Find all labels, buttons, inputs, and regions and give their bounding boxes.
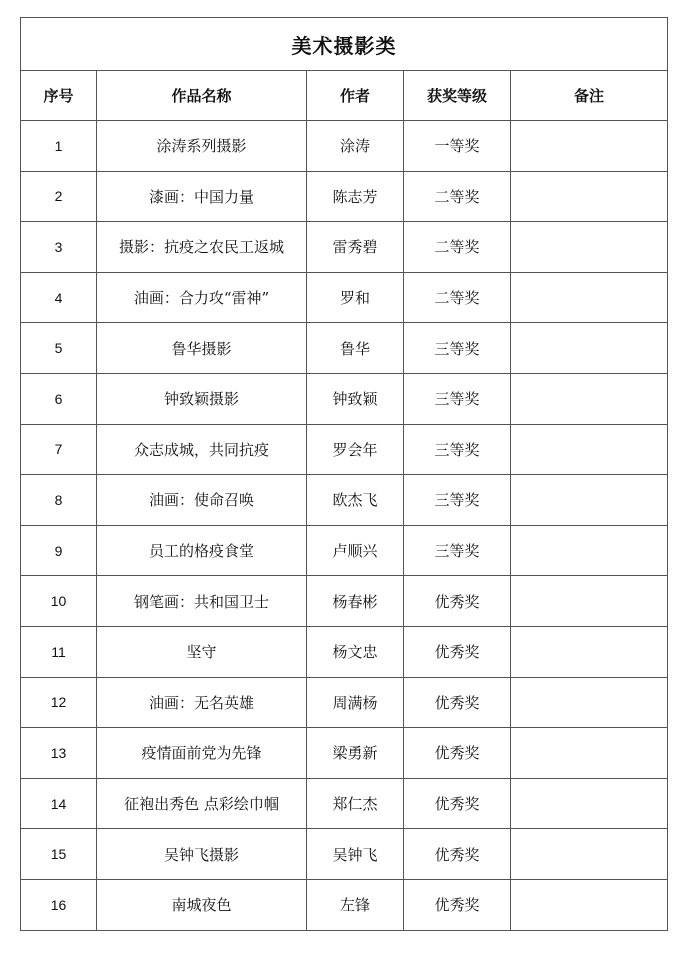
row-author-cell: 欧杰飞 [307, 475, 404, 526]
row-note-cell [511, 778, 668, 829]
row-author-cell: 梁勇新 [307, 728, 404, 779]
table-row [21, 171, 668, 222]
row-index-cell: 15 [21, 829, 97, 880]
table-row [21, 222, 668, 273]
header-author: 作者 [307, 71, 404, 121]
row-note-cell [511, 323, 668, 374]
row-award-cell: 二等奖 [404, 222, 511, 273]
row-note-cell [511, 525, 668, 576]
table-row [21, 728, 668, 779]
row-award-cell: 三等奖 [404, 373, 511, 424]
row-author-cell: 周满杨 [307, 677, 404, 728]
row-work-name-cell: 钢笔画：共和国卫士 [97, 576, 307, 627]
row-work-name-cell: 吴钟飞摄影 [97, 829, 307, 880]
row-author-cell: 杨春彬 [307, 576, 404, 627]
row-index-cell: 8 [21, 475, 97, 526]
row-index-cell: 7 [21, 424, 97, 475]
row-note-cell [511, 121, 668, 172]
row-author-cell: 陈志芳 [307, 171, 404, 222]
table-row [21, 323, 668, 374]
row-note-cell [511, 222, 668, 273]
row-author-cell: 罗和 [307, 272, 404, 323]
row-note-cell [511, 829, 668, 880]
row-work-name-cell: 疫情面前党为先锋 [97, 728, 307, 779]
row-work-name-cell: 摄影：抗疫之农民工返城 [97, 222, 307, 273]
table-row [21, 272, 668, 323]
table-row [21, 424, 668, 475]
row-award-cell: 优秀奖 [404, 728, 511, 779]
row-author-cell: 卢顺兴 [307, 525, 404, 576]
header-index: 序号 [21, 71, 97, 121]
row-work-name-cell: 鲁华摄影 [97, 323, 307, 374]
row-award-cell: 三等奖 [404, 525, 511, 576]
row-index-cell: 3 [21, 222, 97, 273]
table-row [21, 121, 668, 172]
table-title: 美术摄影类 [21, 18, 668, 71]
row-index-cell: 6 [21, 373, 97, 424]
row-author-cell: 涂涛 [307, 121, 404, 172]
row-work-name-cell: 征袍出秀色 点彩绘巾帼 [97, 778, 307, 829]
row-work-name-cell: 员工的格疫食堂 [97, 525, 307, 576]
row-author-cell: 雷秀碧 [307, 222, 404, 273]
row-note-cell [511, 272, 668, 323]
row-author-cell: 左锋 [307, 879, 404, 930]
row-award-cell: 优秀奖 [404, 626, 511, 677]
table-row [21, 829, 668, 880]
row-index-cell: 4 [21, 272, 97, 323]
row-award-cell: 优秀奖 [404, 829, 511, 880]
awards-sheet [20, 17, 667, 931]
row-work-name-cell: 漆画：中国力量 [97, 171, 307, 222]
row-index-cell: 1 [21, 121, 97, 172]
row-award-cell: 三等奖 [404, 323, 511, 374]
row-note-cell [511, 728, 668, 779]
row-award-cell: 优秀奖 [404, 677, 511, 728]
row-award-cell: 优秀奖 [404, 576, 511, 627]
row-note-cell [511, 475, 668, 526]
awards-table [20, 17, 668, 931]
row-award-cell: 一等奖 [404, 121, 511, 172]
row-note-cell [511, 879, 668, 930]
row-work-name-cell: 涂涛系列摄影 [97, 121, 307, 172]
row-award-cell: 二等奖 [404, 171, 511, 222]
row-author-cell: 郑仁杰 [307, 778, 404, 829]
row-award-cell: 优秀奖 [404, 879, 511, 930]
table-row [21, 778, 668, 829]
table-row [21, 525, 668, 576]
header-work-name: 作品名称 [97, 71, 307, 121]
row-index-cell: 14 [21, 778, 97, 829]
row-work-name-cell: 油画：使命召唤 [97, 475, 307, 526]
row-note-cell [511, 424, 668, 475]
header-note: 备注 [511, 71, 668, 121]
row-work-name-cell: 油画：合力攻“雷神” [97, 272, 307, 323]
row-author-cell: 吴钟飞 [307, 829, 404, 880]
row-award-cell: 三等奖 [404, 424, 511, 475]
row-index-cell: 2 [21, 171, 97, 222]
row-index-cell: 11 [21, 626, 97, 677]
table-row [21, 373, 668, 424]
table-row [21, 475, 668, 526]
row-index-cell: 9 [21, 525, 97, 576]
row-author-cell: 钟致颖 [307, 373, 404, 424]
row-author-cell: 罗会年 [307, 424, 404, 475]
row-award-cell: 三等奖 [404, 475, 511, 526]
row-note-cell [511, 373, 668, 424]
row-index-cell: 10 [21, 576, 97, 627]
table-row [21, 879, 668, 930]
row-work-name-cell: 坚守 [97, 626, 307, 677]
row-author-cell: 鲁华 [307, 323, 404, 374]
table-row [21, 626, 668, 677]
table-row [21, 677, 668, 728]
row-index-cell: 12 [21, 677, 97, 728]
table-body [21, 121, 668, 931]
row-work-name-cell: 油画：无名英雄 [97, 677, 307, 728]
row-index-cell: 16 [21, 879, 97, 930]
header-row [21, 71, 668, 121]
title-row [21, 18, 668, 71]
row-note-cell [511, 626, 668, 677]
row-work-name-cell: 南城夜色 [97, 879, 307, 930]
header-award-level: 获奖等级 [404, 71, 511, 121]
table-row [21, 576, 668, 627]
row-note-cell [511, 576, 668, 627]
row-index-cell: 13 [21, 728, 97, 779]
row-award-cell: 优秀奖 [404, 778, 511, 829]
row-author-cell: 杨文忠 [307, 626, 404, 677]
row-note-cell [511, 677, 668, 728]
row-work-name-cell: 钟致颖摄影 [97, 373, 307, 424]
row-index-cell: 5 [21, 323, 97, 374]
row-note-cell [511, 171, 668, 222]
row-work-name-cell: 众志成城，共同抗疫 [97, 424, 307, 475]
row-award-cell: 二等奖 [404, 272, 511, 323]
